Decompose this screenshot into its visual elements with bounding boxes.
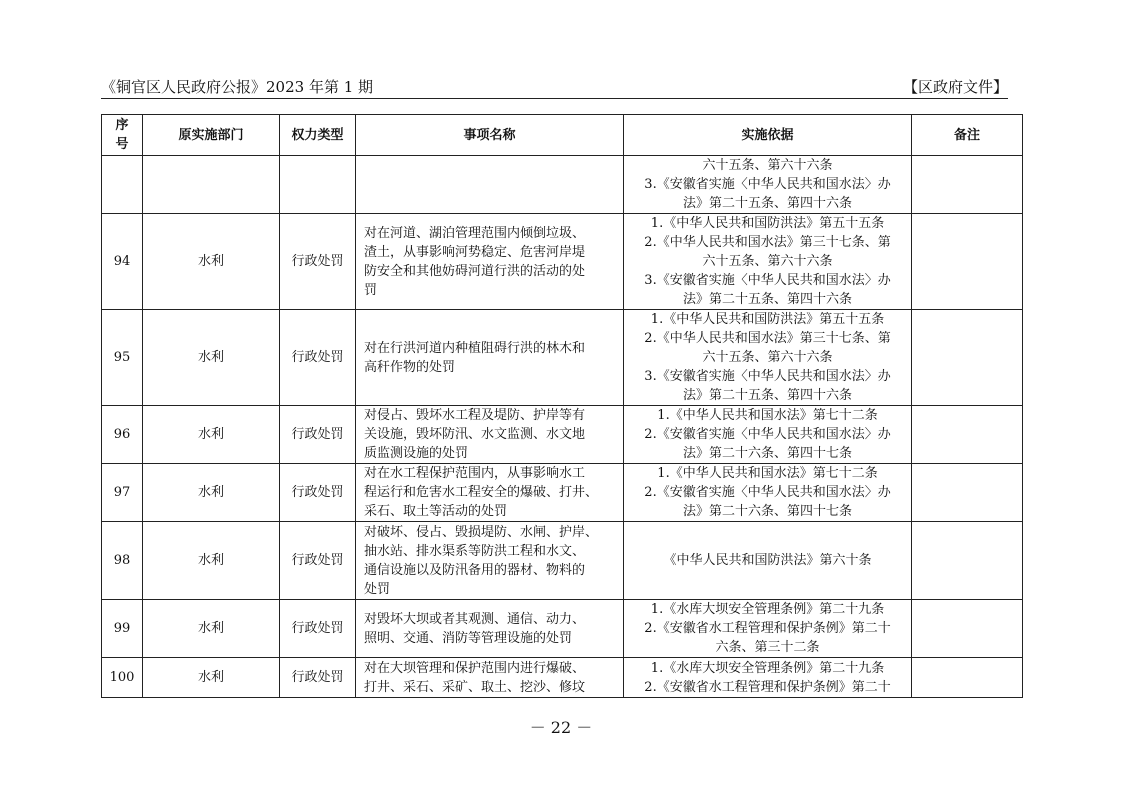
cell-type: 行政处罚 — [280, 658, 356, 698]
col-header-basis: 实施依据 — [624, 115, 912, 156]
cell-item — [356, 406, 624, 464]
cell-item-line: 对在大坝管理和保护范围内进行爆破、 — [364, 660, 586, 676]
table-row — [102, 658, 1023, 698]
cell-item-line: 采石、取土等活动的处罚 — [364, 504, 508, 519]
cell-basis — [624, 658, 912, 698]
cell-type: 行政处罚 — [280, 310, 356, 406]
cell-no: 99 — [102, 600, 143, 658]
cell-item — [356, 310, 624, 406]
cell-basis-line: 1.《中华人民共和国水法》第七十二条 — [657, 466, 878, 481]
cell-note — [912, 522, 1023, 600]
cell-item-line: 高秆作物的处罚 — [364, 359, 456, 375]
col-header-dept: 原实施部门 — [143, 115, 280, 156]
cell-item-line: 对毁坏大坝或者其观测、通信、动力、 — [364, 611, 586, 627]
cell-item-line: 防安全和其他妨碍河道行洪的活动的处 — [364, 263, 586, 279]
cell-basis-line: 法》第二十五条、第四十六条 — [682, 388, 852, 403]
cell-basis-line: 六条、第三十二条 — [715, 640, 820, 655]
cell-no: 95 — [102, 310, 143, 406]
cell-note — [912, 406, 1023, 464]
cell-basis — [624, 214, 912, 310]
cell-basis-line: 法》第二十五条、第四十六条 — [682, 196, 852, 211]
cell-item-line: 对侵占、毁坏水工程及堤防、护岸等有 — [364, 408, 586, 423]
cell-basis-line: 2.《安徽省实施〈中华人民共和国水法〉办 — [644, 427, 891, 442]
cell-basis-line: 1.《水库大坝安全管理条例》第二十九条 — [650, 602, 885, 617]
cell-basis-line: 1.《水库大坝安全管理条例》第二十九条 — [650, 660, 885, 676]
table-row — [102, 464, 1023, 522]
cell-no: 96 — [102, 406, 143, 464]
cell-basis-line: 3.《安徽省实施〈中华人民共和国水法〉办 — [644, 177, 891, 192]
col-header-type: 权力类型 — [280, 115, 356, 156]
cell-item — [356, 522, 624, 600]
table-row — [102, 214, 1023, 310]
cell-item-line: 抽水站、排水渠系等防洪工程和水文、 — [364, 543, 586, 559]
cell-item-line: 对破坏、侵占、毁损堤防、水闸、护岸、 — [364, 524, 599, 540]
cell-item-line: 打井、采石、采矿、取土、挖沙、修坟 — [364, 679, 586, 695]
cell-note — [912, 156, 1023, 214]
cell-type — [280, 156, 356, 214]
cell-basis-line: 2.《中华人民共和国水法》第三十七条、第 — [644, 235, 891, 250]
cell-basis-line: 2.《安徽省水工程管理和保护条例》第二十 — [644, 621, 891, 636]
col-header-item: 事项名称 — [356, 115, 624, 156]
table-row — [102, 156, 1023, 214]
cell-type: 行政处罚 — [280, 464, 356, 522]
cell-note — [912, 310, 1023, 406]
table-body — [102, 156, 1023, 698]
cell-item — [356, 214, 624, 310]
gazette-title: 《铜官区人民政府公报》2023 年第 1 期 — [101, 78, 374, 96]
table-row — [102, 600, 1023, 658]
cell-dept: 水利 — [143, 600, 280, 658]
cell-item — [356, 464, 624, 522]
cell-basis-line: 3.《安徽省实施〈中华人民共和国水法〉办 — [644, 369, 891, 384]
cell-item-line: 照明、交通、消防等管理设施的处罚 — [364, 630, 573, 646]
page-header — [101, 76, 1008, 99]
cell-basis-line: 六十五条、第六十六条 — [702, 158, 833, 173]
cell-item-line: 通信设施以及防汛备用的器材、物料的 — [364, 562, 586, 578]
cell-basis — [624, 406, 912, 464]
cell-dept: 水利 — [143, 214, 280, 310]
cell-dept: 水利 — [143, 310, 280, 406]
cell-type: 行政处罚 — [280, 522, 356, 600]
page-number: － 22 － — [529, 718, 593, 737]
cell-note — [912, 600, 1023, 658]
cell-dept: 水利 — [143, 406, 280, 464]
cell-no — [102, 156, 143, 214]
table-header-row — [102, 115, 1023, 156]
cell-dept: 水利 — [143, 658, 280, 698]
cell-item-line: 渣土，从事影响河势稳定、危害河岸堤 — [364, 244, 586, 260]
cell-no: 94 — [102, 214, 143, 310]
cell-basis-line: 2.《安徽省实施〈中华人民共和国水法〉办 — [644, 485, 891, 500]
cell-note — [912, 658, 1023, 698]
cell-item-line: 程运行和危害水工程安全的爆破、打井、 — [364, 485, 599, 500]
cell-basis-line: 1.《中华人民共和国防洪法》第五十五条 — [650, 312, 885, 327]
cell-item-line: 罚 — [364, 282, 378, 298]
cell-dept: 水利 — [143, 522, 280, 600]
cell-basis — [624, 310, 912, 406]
cell-basis-line: 法》第二十六条、第四十七条 — [682, 504, 852, 519]
cell-basis-line: 法》第二十五条、第四十六条 — [682, 292, 852, 307]
table-row — [102, 310, 1023, 406]
cell-basis-line: 法》第二十六条、第四十七条 — [682, 446, 852, 461]
cell-dept — [143, 156, 280, 214]
cell-item — [356, 600, 624, 658]
cell-dept: 水利 — [143, 464, 280, 522]
table-row — [102, 406, 1023, 464]
cell-item-line: 对在水工程保护范围内，从事影响水工 — [364, 466, 586, 481]
cell-type: 行政处罚 — [280, 214, 356, 310]
cell-no: 98 — [102, 522, 143, 600]
cell-basis-line: 六十五条、第六十六条 — [702, 254, 833, 269]
cell-basis-line: 六十五条、第六十六条 — [702, 350, 833, 365]
cell-item-line: 处罚 — [364, 581, 391, 597]
cell-basis — [624, 464, 912, 522]
cell-basis-line: 1.《中华人民共和国水法》第七十二条 — [657, 408, 878, 423]
cell-no: 97 — [102, 464, 143, 522]
section-label: 【区政府文件】 — [902, 78, 1008, 96]
col-header-note: 备注 — [912, 115, 1023, 156]
cell-item — [356, 658, 624, 698]
cell-basis-line: 2.《中华人民共和国水法》第三十七条、第 — [644, 331, 891, 346]
cell-basis — [624, 522, 912, 600]
col-header-no: 序 号 — [102, 115, 143, 156]
cell-note — [912, 464, 1023, 522]
cell-item-line: 对在河道、湖泊管理范围内倾倒垃圾、 — [364, 225, 586, 241]
cell-basis-line: 1.《中华人民共和国防洪法》第五十五条 — [650, 216, 885, 231]
cell-basis — [624, 600, 912, 658]
cell-no: 100 — [102, 658, 143, 698]
cell-basis-line: 2.《安徽省水工程管理和保护条例》第二十 — [644, 679, 891, 695]
cell-item-line: 对在行洪河道内种植阻碍行洪的林木和 — [364, 340, 586, 356]
authority-table — [101, 114, 1023, 698]
cell-basis-line: 3.《安徽省实施〈中华人民共和国水法〉办 — [644, 273, 891, 288]
cell-item-line: 质监测设施的处罚 — [364, 446, 469, 461]
cell-item — [356, 156, 624, 214]
cell-basis — [624, 156, 912, 214]
cell-item-line: 关设施，毁坏防汛、水文监测、水文地 — [364, 427, 586, 442]
cell-type: 行政处罚 — [280, 406, 356, 464]
table-row — [102, 522, 1023, 600]
cell-type: 行政处罚 — [280, 600, 356, 658]
cell-note — [912, 214, 1023, 310]
cell-basis-line: 《中华人民共和国防洪法》第六十条 — [663, 553, 872, 568]
